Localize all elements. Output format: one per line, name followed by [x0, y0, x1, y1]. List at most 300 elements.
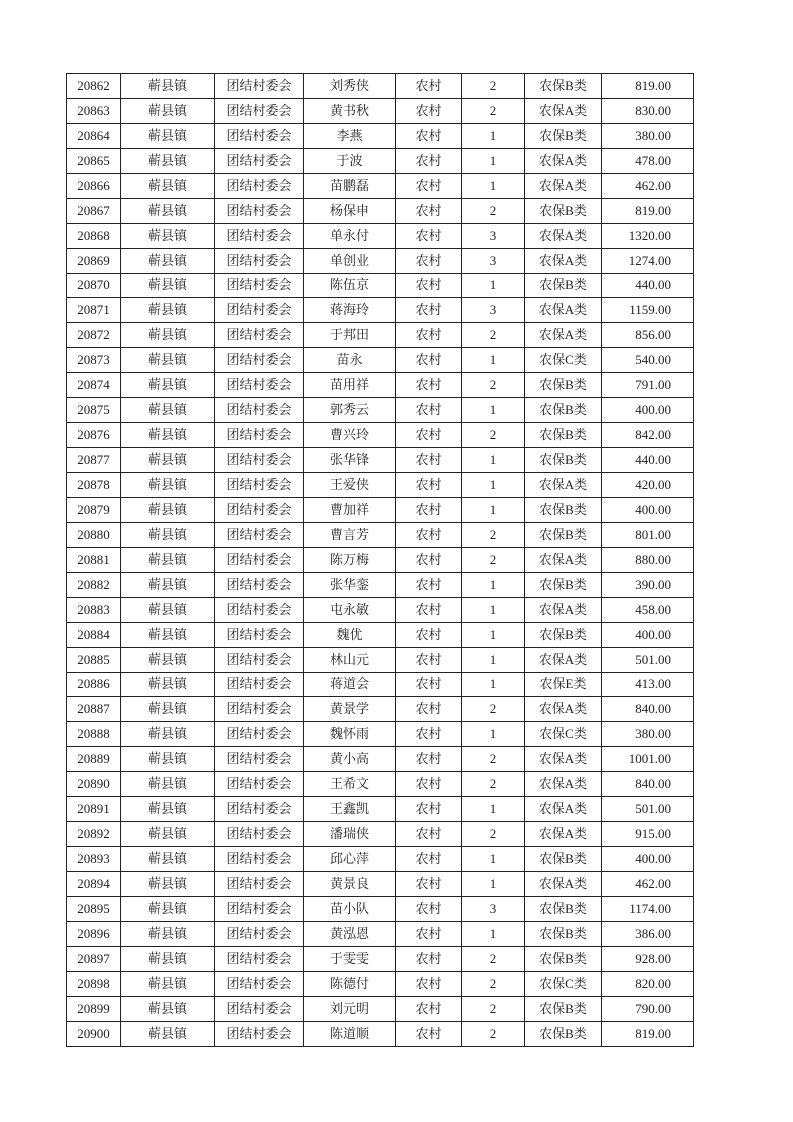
- insurance-category-cell: 农保B类: [525, 273, 602, 298]
- town-cell: 蕲县镇: [121, 223, 215, 248]
- record-id-cell: 20880: [67, 522, 121, 547]
- amount-cell: 1174.00: [602, 896, 694, 921]
- person-name-cell: 张华銮: [304, 572, 396, 597]
- person-name-cell: 曹加祥: [304, 497, 396, 522]
- table-row: [67, 248, 694, 273]
- village-committee-cell: 团结村委会: [215, 373, 304, 398]
- insurance-category-cell: 农保A类: [525, 822, 602, 847]
- amount-cell: 420.00: [602, 473, 694, 498]
- household-size-cell: 2: [462, 373, 525, 398]
- table-row: [67, 298, 694, 323]
- record-id-cell: 20866: [67, 173, 121, 198]
- town-cell: 蕲县镇: [121, 248, 215, 273]
- household-size-cell: 3: [462, 223, 525, 248]
- area-type-cell: 农村: [396, 722, 462, 747]
- village-committee-cell: 团结村委会: [215, 123, 304, 148]
- amount-cell: 820.00: [602, 971, 694, 996]
- person-name-cell: 黄小高: [304, 747, 396, 772]
- table-row: [67, 473, 694, 498]
- table-row: [67, 423, 694, 448]
- insurance-category-cell: 农保B类: [525, 847, 602, 872]
- area-type-cell: 农村: [396, 946, 462, 971]
- person-name-cell: 陈伍京: [304, 273, 396, 298]
- village-committee-cell: 团结村委会: [215, 647, 304, 672]
- amount-cell: 386.00: [602, 921, 694, 946]
- amount-cell: 819.00: [602, 1021, 694, 1046]
- person-name-cell: 李燕: [304, 123, 396, 148]
- insurance-category-cell: 农保B类: [525, 622, 602, 647]
- table-row: [67, 896, 694, 921]
- amount-cell: 380.00: [602, 123, 694, 148]
- town-cell: 蕲县镇: [121, 797, 215, 822]
- area-type-cell: 农村: [396, 423, 462, 448]
- town-cell: 蕲县镇: [121, 448, 215, 473]
- person-name-cell: 单永付: [304, 223, 396, 248]
- insurance-category-cell: 农保C类: [525, 722, 602, 747]
- household-size-cell: 2: [462, 547, 525, 572]
- table-row: [67, 198, 694, 223]
- person-name-cell: 黄景良: [304, 872, 396, 897]
- person-name-cell: 苗小队: [304, 896, 396, 921]
- amount-cell: 842.00: [602, 423, 694, 448]
- village-committee-cell: 团结村委会: [215, 423, 304, 448]
- person-name-cell: 苗用祥: [304, 373, 396, 398]
- record-id-cell: 20876: [67, 423, 121, 448]
- table-row: [67, 1021, 694, 1046]
- village-committee-cell: 团结村委会: [215, 572, 304, 597]
- village-committee-cell: 团结村委会: [215, 497, 304, 522]
- town-cell: 蕲县镇: [121, 74, 215, 99]
- town-cell: 蕲县镇: [121, 473, 215, 498]
- person-name-cell: 陈德付: [304, 971, 396, 996]
- town-cell: 蕲县镇: [121, 572, 215, 597]
- household-size-cell: 1: [462, 872, 525, 897]
- village-committee-cell: 团结村委会: [215, 473, 304, 498]
- person-name-cell: 魏怀雨: [304, 722, 396, 747]
- person-name-cell: 苗鹏磊: [304, 173, 396, 198]
- town-cell: 蕲县镇: [121, 123, 215, 148]
- town-cell: 蕲县镇: [121, 822, 215, 847]
- person-name-cell: 杨保申: [304, 198, 396, 223]
- area-type-cell: 农村: [396, 448, 462, 473]
- town-cell: 蕲县镇: [121, 198, 215, 223]
- person-name-cell: 林山元: [304, 647, 396, 672]
- household-size-cell: 1: [462, 148, 525, 173]
- table-row: [67, 348, 694, 373]
- town-cell: 蕲县镇: [121, 946, 215, 971]
- area-type-cell: 农村: [396, 647, 462, 672]
- insurance-category-cell: 农保A类: [525, 148, 602, 173]
- table-row: [67, 722, 694, 747]
- town-cell: 蕲县镇: [121, 647, 215, 672]
- area-type-cell: 农村: [396, 398, 462, 423]
- amount-cell: 880.00: [602, 547, 694, 572]
- amount-cell: 1001.00: [602, 747, 694, 772]
- household-size-cell: 1: [462, 597, 525, 622]
- record-id-cell: 20870: [67, 273, 121, 298]
- household-size-cell: 2: [462, 423, 525, 448]
- table-row: [67, 273, 694, 298]
- area-type-cell: 农村: [396, 971, 462, 996]
- area-type-cell: 农村: [396, 597, 462, 622]
- record-id-cell: 20899: [67, 996, 121, 1021]
- insurance-category-cell: 农保B类: [525, 373, 602, 398]
- area-type-cell: 农村: [396, 497, 462, 522]
- table-row: [67, 921, 694, 946]
- record-id-cell: 20867: [67, 198, 121, 223]
- person-name-cell: 邱心萍: [304, 847, 396, 872]
- village-committee-cell: 团结村委会: [215, 448, 304, 473]
- village-committee-cell: 团结村委会: [215, 896, 304, 921]
- amount-cell: 1320.00: [602, 223, 694, 248]
- record-id-cell: 20878: [67, 473, 121, 498]
- village-committee-cell: 团结村委会: [215, 747, 304, 772]
- record-id-cell: 20873: [67, 348, 121, 373]
- person-name-cell: 潘瑞侠: [304, 822, 396, 847]
- amount-cell: 400.00: [602, 622, 694, 647]
- area-type-cell: 农村: [396, 74, 462, 99]
- town-cell: 蕲县镇: [121, 971, 215, 996]
- person-name-cell: 刘秀侠: [304, 74, 396, 99]
- table-row: [67, 697, 694, 722]
- town-cell: 蕲县镇: [121, 747, 215, 772]
- town-cell: 蕲县镇: [121, 148, 215, 173]
- person-name-cell: 王鑫凯: [304, 797, 396, 822]
- village-committee-cell: 团结村委会: [215, 971, 304, 996]
- household-size-cell: 1: [462, 497, 525, 522]
- area-type-cell: 农村: [396, 173, 462, 198]
- town-cell: 蕲县镇: [121, 722, 215, 747]
- table-row: [67, 547, 694, 572]
- town-cell: 蕲县镇: [121, 896, 215, 921]
- record-id-cell: 20874: [67, 373, 121, 398]
- insurance-category-cell: 农保B类: [525, 123, 602, 148]
- household-size-cell: 2: [462, 98, 525, 123]
- amount-cell: 915.00: [602, 822, 694, 847]
- record-id-cell: 20894: [67, 872, 121, 897]
- town-cell: 蕲县镇: [121, 1021, 215, 1046]
- area-type-cell: 农村: [396, 872, 462, 897]
- village-committee-cell: 团结村委会: [215, 996, 304, 1021]
- village-committee-cell: 团结村委会: [215, 872, 304, 897]
- area-type-cell: 农村: [396, 348, 462, 373]
- village-committee-cell: 团结村委会: [215, 822, 304, 847]
- household-size-cell: 1: [462, 473, 525, 498]
- area-type-cell: 农村: [396, 373, 462, 398]
- town-cell: 蕲县镇: [121, 98, 215, 123]
- town-cell: 蕲县镇: [121, 921, 215, 946]
- record-id-cell: 20886: [67, 672, 121, 697]
- village-committee-cell: 团结村委会: [215, 597, 304, 622]
- village-committee-cell: 团结村委会: [215, 1021, 304, 1046]
- amount-cell: 400.00: [602, 847, 694, 872]
- record-id-cell: 20868: [67, 223, 121, 248]
- village-committee-cell: 团结村委会: [215, 173, 304, 198]
- area-type-cell: 农村: [396, 148, 462, 173]
- area-type-cell: 农村: [396, 273, 462, 298]
- household-size-cell: 2: [462, 198, 525, 223]
- insurance-category-cell: 农保A类: [525, 223, 602, 248]
- insurance-category-cell: 农保A类: [525, 872, 602, 897]
- area-type-cell: 农村: [396, 1021, 462, 1046]
- person-name-cell: 黄景学: [304, 697, 396, 722]
- town-cell: 蕲县镇: [121, 597, 215, 622]
- household-size-cell: 2: [462, 996, 525, 1021]
- insurance-category-cell: 农保B类: [525, 423, 602, 448]
- amount-cell: 790.00: [602, 996, 694, 1021]
- amount-cell: 856.00: [602, 323, 694, 348]
- area-type-cell: 农村: [396, 572, 462, 597]
- town-cell: 蕲县镇: [121, 996, 215, 1021]
- person-name-cell: 黄泓恩: [304, 921, 396, 946]
- person-name-cell: 于波: [304, 148, 396, 173]
- person-name-cell: 王爱侠: [304, 473, 396, 498]
- household-size-cell: 2: [462, 971, 525, 996]
- household-size-cell: 1: [462, 448, 525, 473]
- amount-cell: 390.00: [602, 572, 694, 597]
- household-size-cell: 1: [462, 672, 525, 697]
- amount-cell: 478.00: [602, 148, 694, 173]
- village-committee-cell: 团结村委会: [215, 148, 304, 173]
- record-id-cell: 20890: [67, 772, 121, 797]
- town-cell: 蕲县镇: [121, 772, 215, 797]
- town-cell: 蕲县镇: [121, 273, 215, 298]
- household-size-cell: 1: [462, 921, 525, 946]
- village-committee-cell: 团结村委会: [215, 348, 304, 373]
- town-cell: 蕲县镇: [121, 373, 215, 398]
- table-row: [67, 672, 694, 697]
- record-id-cell: 20885: [67, 647, 121, 672]
- table-row: [67, 946, 694, 971]
- household-size-cell: 3: [462, 298, 525, 323]
- household-size-cell: 2: [462, 1021, 525, 1046]
- record-id-cell: 20889: [67, 747, 121, 772]
- household-size-cell: 1: [462, 572, 525, 597]
- insurance-category-cell: 农保C类: [525, 971, 602, 996]
- insurance-category-cell: 农保B类: [525, 522, 602, 547]
- record-id-cell: 20900: [67, 1021, 121, 1046]
- record-id-cell: 20871: [67, 298, 121, 323]
- table-row: [67, 872, 694, 897]
- insurance-category-cell: 农保B类: [525, 448, 602, 473]
- area-type-cell: 农村: [396, 298, 462, 323]
- area-type-cell: 农村: [396, 622, 462, 647]
- person-name-cell: 郭秀云: [304, 398, 396, 423]
- amount-cell: 840.00: [602, 772, 694, 797]
- insurance-category-cell: 农保A类: [525, 323, 602, 348]
- amount-cell: 830.00: [602, 98, 694, 123]
- amount-cell: 840.00: [602, 697, 694, 722]
- person-name-cell: 屯永敏: [304, 597, 396, 622]
- insurance-category-cell: 农保B类: [525, 946, 602, 971]
- table-row: [67, 622, 694, 647]
- area-type-cell: 农村: [396, 248, 462, 273]
- household-size-cell: 3: [462, 896, 525, 921]
- town-cell: 蕲县镇: [121, 872, 215, 897]
- record-id-cell: 20891: [67, 797, 121, 822]
- amount-cell: 1159.00: [602, 298, 694, 323]
- person-name-cell: 陈万梅: [304, 547, 396, 572]
- amount-cell: 501.00: [602, 647, 694, 672]
- person-name-cell: 单创业: [304, 248, 396, 273]
- village-committee-cell: 团结村委会: [215, 921, 304, 946]
- table-row: [67, 123, 694, 148]
- insurance-category-cell: 农保A类: [525, 747, 602, 772]
- person-name-cell: 蒋海玲: [304, 298, 396, 323]
- amount-cell: 819.00: [602, 198, 694, 223]
- record-id-cell: 20863: [67, 98, 121, 123]
- record-id-cell: 20892: [67, 822, 121, 847]
- amount-cell: 380.00: [602, 722, 694, 747]
- village-committee-cell: 团结村委会: [215, 847, 304, 872]
- household-size-cell: 1: [462, 797, 525, 822]
- town-cell: 蕲县镇: [121, 173, 215, 198]
- amount-cell: 791.00: [602, 373, 694, 398]
- person-name-cell: 于雯雯: [304, 946, 396, 971]
- town-cell: 蕲县镇: [121, 348, 215, 373]
- table-row: [67, 98, 694, 123]
- record-id-cell: 20877: [67, 448, 121, 473]
- insurance-category-cell: 农保E类: [525, 672, 602, 697]
- amount-cell: 458.00: [602, 597, 694, 622]
- table-row: [67, 847, 694, 872]
- area-type-cell: 农村: [396, 797, 462, 822]
- household-size-cell: 2: [462, 772, 525, 797]
- records-table: [66, 73, 694, 1047]
- amount-cell: 928.00: [602, 946, 694, 971]
- household-size-cell: 1: [462, 348, 525, 373]
- village-committee-cell: 团结村委会: [215, 697, 304, 722]
- area-type-cell: 农村: [396, 747, 462, 772]
- town-cell: 蕲县镇: [121, 522, 215, 547]
- table-row: [67, 797, 694, 822]
- person-name-cell: 曹言芳: [304, 522, 396, 547]
- household-size-cell: 1: [462, 847, 525, 872]
- area-type-cell: 农村: [396, 921, 462, 946]
- insurance-category-cell: 农保A类: [525, 298, 602, 323]
- record-id-cell: 20869: [67, 248, 121, 273]
- table-row: [67, 747, 694, 772]
- area-type-cell: 农村: [396, 123, 462, 148]
- household-size-cell: 2: [462, 946, 525, 971]
- insurance-category-cell: 农保B类: [525, 921, 602, 946]
- town-cell: 蕲县镇: [121, 298, 215, 323]
- village-committee-cell: 团结村委会: [215, 622, 304, 647]
- town-cell: 蕲县镇: [121, 497, 215, 522]
- area-type-cell: 农村: [396, 822, 462, 847]
- table-row: [67, 597, 694, 622]
- town-cell: 蕲县镇: [121, 622, 215, 647]
- village-committee-cell: 团结村委会: [215, 772, 304, 797]
- table-row: [67, 572, 694, 597]
- amount-cell: 400.00: [602, 398, 694, 423]
- record-id-cell: 20875: [67, 398, 121, 423]
- village-committee-cell: 团结村委会: [215, 323, 304, 348]
- household-size-cell: 1: [462, 173, 525, 198]
- household-size-cell: 1: [462, 622, 525, 647]
- amount-cell: 819.00: [602, 74, 694, 99]
- amount-cell: 462.00: [602, 872, 694, 897]
- amount-cell: 413.00: [602, 672, 694, 697]
- table-row: [67, 173, 694, 198]
- household-size-cell: 2: [462, 323, 525, 348]
- area-type-cell: 农村: [396, 522, 462, 547]
- village-committee-cell: 团结村委会: [215, 547, 304, 572]
- area-type-cell: 农村: [396, 697, 462, 722]
- table-row: [67, 497, 694, 522]
- record-id-cell: 20898: [67, 971, 121, 996]
- record-id-cell: 20897: [67, 946, 121, 971]
- table-row: [67, 398, 694, 423]
- household-size-cell: 1: [462, 273, 525, 298]
- person-name-cell: 曹兴玲: [304, 423, 396, 448]
- amount-cell: 440.00: [602, 273, 694, 298]
- town-cell: 蕲县镇: [121, 697, 215, 722]
- person-name-cell: 王希文: [304, 772, 396, 797]
- table-row: [67, 822, 694, 847]
- village-committee-cell: 团结村委会: [215, 298, 304, 323]
- insurance-category-cell: 农保B类: [525, 398, 602, 423]
- person-name-cell: 于邦田: [304, 323, 396, 348]
- insurance-category-cell: 农保A类: [525, 173, 602, 198]
- town-cell: 蕲县镇: [121, 423, 215, 448]
- village-committee-cell: 团结村委会: [215, 722, 304, 747]
- record-id-cell: 20872: [67, 323, 121, 348]
- amount-cell: 540.00: [602, 348, 694, 373]
- insurance-category-cell: 农保A类: [525, 647, 602, 672]
- insurance-category-cell: 农保B类: [525, 996, 602, 1021]
- insurance-category-cell: 农保B类: [525, 74, 602, 99]
- insurance-category-cell: 农保B类: [525, 896, 602, 921]
- record-id-cell: 20884: [67, 622, 121, 647]
- town-cell: 蕲县镇: [121, 672, 215, 697]
- table-row: [67, 74, 694, 99]
- household-size-cell: 1: [462, 123, 525, 148]
- town-cell: 蕲县镇: [121, 398, 215, 423]
- record-id-cell: 20865: [67, 148, 121, 173]
- insurance-category-cell: 农保A类: [525, 597, 602, 622]
- household-size-cell: 1: [462, 398, 525, 423]
- area-type-cell: 农村: [396, 772, 462, 797]
- person-name-cell: 张华锋: [304, 448, 396, 473]
- village-committee-cell: 团结村委会: [215, 672, 304, 697]
- insurance-category-cell: 农保B类: [525, 198, 602, 223]
- table-row: [67, 971, 694, 996]
- person-name-cell: 蒋道会: [304, 672, 396, 697]
- insurance-category-cell: 农保A类: [525, 248, 602, 273]
- town-cell: 蕲县镇: [121, 847, 215, 872]
- insurance-category-cell: 农保C类: [525, 348, 602, 373]
- table-row: [67, 647, 694, 672]
- area-type-cell: 农村: [396, 896, 462, 921]
- household-size-cell: 2: [462, 747, 525, 772]
- insurance-category-cell: 农保A类: [525, 697, 602, 722]
- household-size-cell: 2: [462, 697, 525, 722]
- area-type-cell: 农村: [396, 223, 462, 248]
- record-id-cell: 20864: [67, 123, 121, 148]
- household-size-cell: 3: [462, 248, 525, 273]
- village-committee-cell: 团结村委会: [215, 273, 304, 298]
- record-id-cell: 20883: [67, 597, 121, 622]
- insurance-category-cell: 农保A类: [525, 772, 602, 797]
- person-name-cell: 苗永: [304, 348, 396, 373]
- area-type-cell: 农村: [396, 547, 462, 572]
- amount-cell: 501.00: [602, 797, 694, 822]
- record-id-cell: 20895: [67, 896, 121, 921]
- table-row: [67, 373, 694, 398]
- insurance-category-cell: 农保B类: [525, 572, 602, 597]
- household-size-cell: 2: [462, 522, 525, 547]
